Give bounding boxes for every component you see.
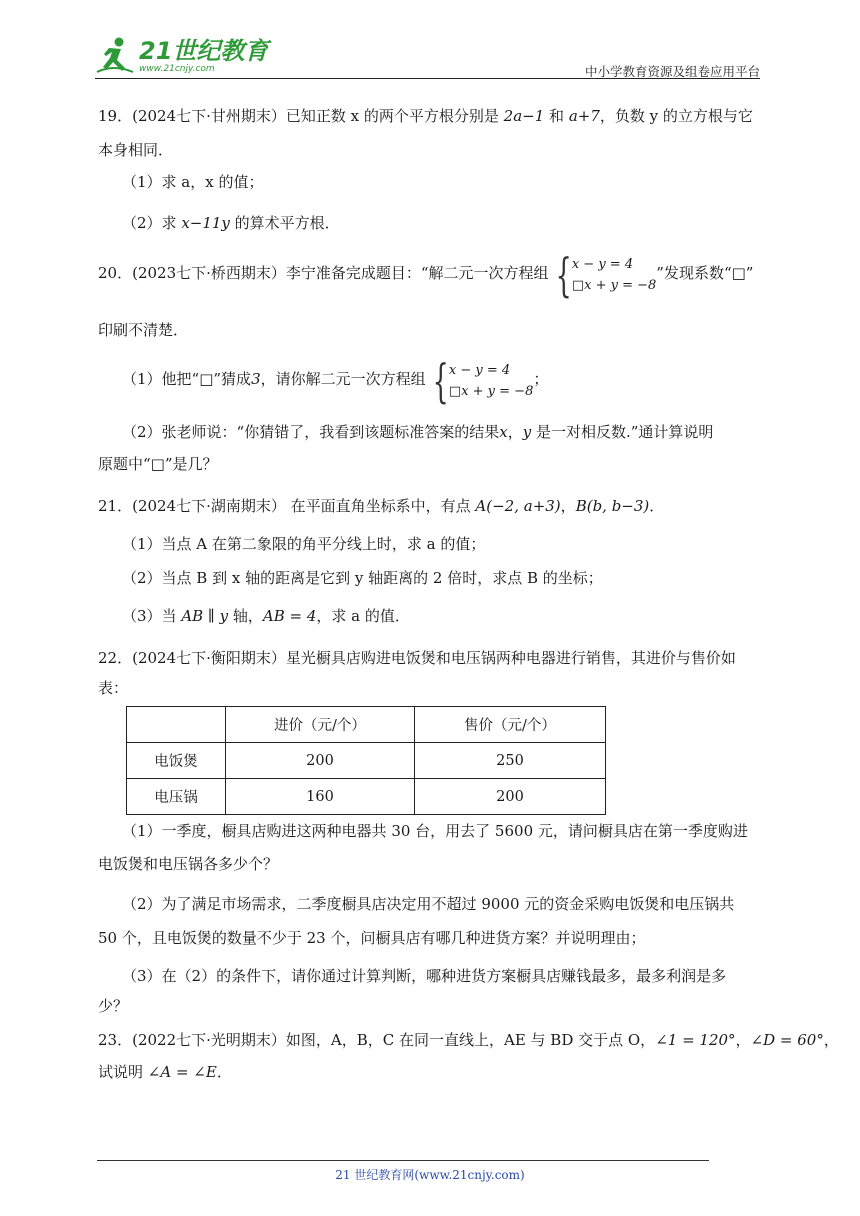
q19-expr2: a+7 (568, 107, 600, 125)
q21-part3 (122, 606, 410, 626)
q21-p3-text-b: 轴， (228, 607, 263, 625)
q21-point-a: A(−2, a+3) (475, 497, 561, 515)
brace-icon: { (432, 354, 449, 408)
table-cell: 250 (415, 743, 606, 779)
q20-part2 (122, 422, 713, 442)
q20-p2-y: y (522, 423, 532, 441)
q19-part1: （1）求 a，x 的值； (122, 173, 264, 191)
q20-p2-sep: ， (507, 423, 523, 441)
q22-part3-line2: 少？ (98, 997, 129, 1015)
q23-angle1: ∠1 = 120° (655, 1031, 736, 1049)
q23-text: 23．(2022七下·光明期末）如图，A，B，C 在同一直线上，AE 与 BD 交于点 O， (98, 1031, 656, 1049)
q21-end: ． (649, 497, 665, 515)
q19-p2-expr: x−11y (181, 214, 230, 232)
q21-text: 21．(2024七下·湖南期末） 在平面直角坐标系中，有点 (98, 497, 476, 515)
table-cell: 160 (226, 779, 415, 815)
q20-p2-text-b: 是一对相反数.”通计算说明 (531, 423, 714, 441)
q23-sep: ， (735, 1031, 751, 1049)
q23-angle-d: ∠D = 60° (750, 1031, 824, 1049)
table-row (127, 743, 606, 779)
q20-part2-line2: 原题中“□”是几？ (98, 455, 218, 473)
q22-part2-line1: （2）为了满足市场需求，二季度橱具店决定用不超过 9000 元的资金采购电饭煲和电压锅共 (122, 895, 735, 913)
q19-line2: 本身相同． (98, 141, 174, 159)
q20-line2: 印刷不清楚． (98, 321, 189, 339)
q21-part2: （2）当点 B 到 x 轴的距离是它到 y 轴距离的 2 倍时，求点 B 的坐标； (122, 569, 603, 587)
table-header-cell (127, 707, 226, 743)
q22-part1-line2: 电饭煲和电压锅各多少个？ (98, 855, 279, 873)
table-header-cell: 进价（元/个） (226, 707, 415, 743)
logo (95, 34, 268, 78)
q20-p2-text: （2）张老师说：“你猜错了，我看到该题标准答案的结果 (122, 423, 500, 441)
q21-p3-parallel: AB ∥ y (181, 607, 229, 625)
platform-name: 中小学教育资源及组卷应用平台 (584, 64, 760, 79)
q20-p1-text-b: ，请你解二元一次方程组 (260, 370, 426, 388)
q22-line1: 22．(2024七下·衡阳期末）星光橱具店购进电饭煲和电压锅两种电器进行销售，其进价与售价如 (98, 649, 736, 667)
table-cell: 电饭煲 (127, 743, 226, 779)
q20-line1 (98, 248, 754, 302)
q23-line2-end: ． (216, 1063, 232, 1081)
q22-line2: 表： (98, 679, 129, 697)
table-row (127, 779, 606, 815)
logo-url: www.21cnjy.com (139, 63, 215, 74)
q19-line1 (98, 106, 753, 126)
q20-p2-x: x (499, 423, 508, 441)
q23-line1 (98, 1030, 839, 1050)
q20-p1-eq1: x − y = 4 (448, 363, 511, 378)
q21-p3-text-c: ，求 a 的值． (316, 607, 410, 625)
q19-text: 19．(2024七下·甘州期末）已知正数 x 的两个平方根分别是 (98, 107, 504, 125)
q20-text-b: ”发现系数“□” (656, 264, 754, 282)
runner-logo-icon (95, 36, 135, 76)
table-cell: 200 (226, 743, 415, 779)
q20-p1-text-c: ； (533, 370, 549, 388)
q20-eq1: x − y = 4 (571, 257, 634, 272)
footer-text: 21 世纪教育网(www.21cnjy.com) (335, 1168, 525, 1182)
q23-line2-text: 试说明 (98, 1063, 148, 1081)
q20-p1-equation-system (426, 354, 534, 408)
q21-p3-length: AB = 4 (262, 607, 317, 625)
q19-text-b: ，负数 y 的立方根与它 (599, 107, 753, 125)
price-table (126, 706, 606, 815)
q19-expr1: 2a−1 (503, 107, 545, 125)
q23-expr: ∠A = ∠E (147, 1063, 217, 1081)
q22-part1-line1: （1）一季度，橱具店购进这两种电器共 30 台，用去了 5600 元，请问橱具店在第一季度购进 (122, 822, 748, 840)
header-divider (95, 78, 760, 79)
q22-part2-line2: 50 个，且电饭煲的数量不少于 23 个，问橱具店有哪几种进货方案？并说明理由； (98, 929, 646, 947)
q20-p1-num: 3 (251, 370, 261, 388)
q20-p1-eq2: □x + y = −8 (448, 384, 534, 399)
page-header (95, 28, 760, 80)
table-cell: 200 (415, 779, 606, 815)
brace-icon: { (555, 248, 572, 302)
q20-part1 (122, 354, 549, 408)
q23-end: ， (823, 1031, 839, 1049)
q21-sep: ， (560, 497, 576, 515)
q20-equation-system (549, 248, 657, 302)
q21-p3-text: （3）当 (122, 607, 182, 625)
footer-divider (97, 1160, 709, 1161)
q20-p1-text: （1）他把“□”猜成 (122, 370, 252, 388)
q20-eq2: □x + y = −8 (571, 278, 657, 293)
q23-line2 (98, 1062, 232, 1082)
q19-and: 和 (544, 107, 569, 125)
q19-p2-text-b: 的算术平方根． (229, 214, 340, 232)
table-header-cell: 售价（元/个） (415, 707, 606, 743)
logo-title: 21世纪教育 (139, 36, 269, 65)
q19-part2 (122, 213, 340, 233)
q21-line1 (98, 496, 664, 516)
table-cell: 电压锅 (127, 779, 226, 815)
q22-part3-line1: （3）在（2）的条件下，请你通过计算判断，哪种进货方案橱具店赚钱最多，最多利润是多 (122, 967, 727, 985)
q21-part1: （1）当点 A 在第二象限的角平分线上时，求 a 的值； (122, 535, 486, 553)
q19-p2-text: （2）求 (122, 214, 182, 232)
q21-point-b: B(b, b−3) (575, 497, 650, 515)
table-header-row (127, 707, 606, 743)
q20-text: 20．(2023七下·桥西期末）李宁准备完成题目：“解二元一次方程组 (98, 264, 549, 282)
